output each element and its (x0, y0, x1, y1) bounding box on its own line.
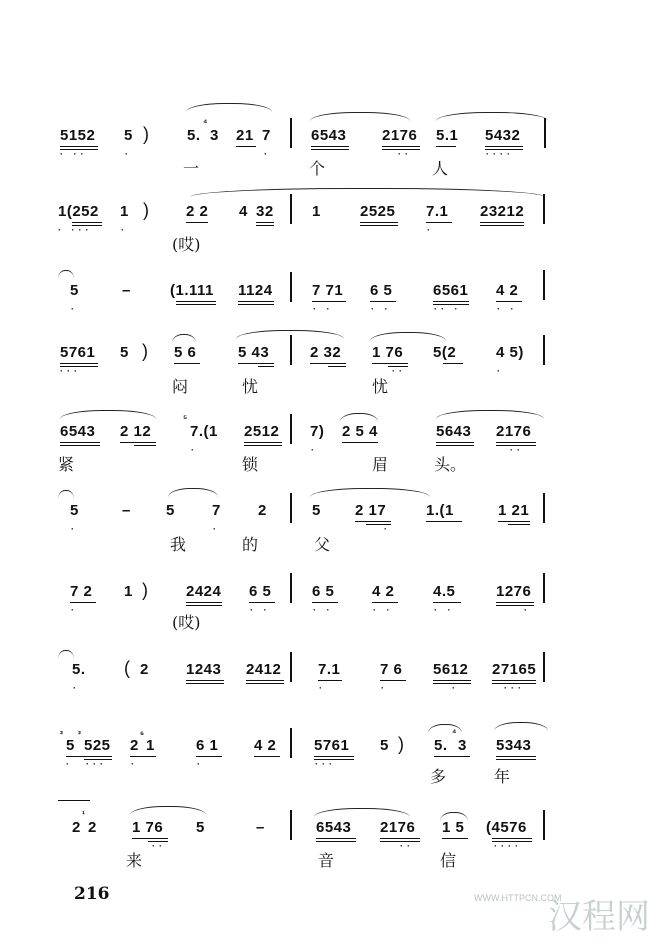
octave-dots: · (381, 683, 388, 693)
note: 1 76 (132, 819, 164, 836)
note: 5(2 (433, 344, 457, 361)
note: 3 (210, 127, 219, 144)
underline (426, 222, 452, 223)
lyric: 年 (494, 767, 511, 786)
note: 2424 (186, 583, 222, 600)
barline (543, 335, 545, 365)
underline (380, 680, 406, 681)
octave-dots: ·· (398, 149, 412, 159)
slur (340, 413, 378, 422)
octave-dots: · (497, 366, 504, 376)
note: 7.1 (318, 661, 341, 678)
slur (310, 488, 430, 497)
lyric: 音 (318, 851, 335, 870)
note: 1 (120, 203, 129, 220)
octave-dots: ··· (60, 366, 81, 376)
note: 5761 (314, 737, 350, 754)
note: 2 17 (355, 502, 387, 519)
barline (543, 573, 545, 603)
octave-dots: · (71, 524, 78, 534)
watermark-url: WWW.HTTPCN.COM (474, 893, 562, 903)
octave-dots: · (264, 149, 271, 159)
note: 1 (146, 737, 155, 754)
underline (311, 149, 349, 150)
slur (130, 806, 206, 815)
note: 4 2 (254, 737, 277, 754)
note: 7 (262, 127, 271, 144)
note: 23212 (480, 203, 525, 220)
note: 5 (124, 127, 133, 144)
note: 2412 (246, 661, 282, 678)
underline (496, 602, 534, 603)
underline (443, 363, 463, 364)
barline (290, 728, 292, 758)
underline (382, 146, 420, 147)
tie (58, 800, 90, 801)
note: 1 76 (372, 344, 404, 361)
octave-dots: · (191, 445, 198, 455)
underline (256, 222, 274, 223)
note: 2 2 (186, 203, 209, 220)
octave-dots: · (125, 149, 132, 159)
note: 2176 (380, 819, 416, 836)
note: ) (143, 124, 150, 144)
octave-dots: ···· (486, 149, 514, 159)
note: 5 (70, 502, 79, 519)
slur (314, 808, 410, 817)
underline (66, 756, 112, 757)
note: 1.(1 (426, 502, 454, 519)
octave-dots: · (384, 524, 391, 534)
lyric: 个 (309, 159, 326, 178)
underline (60, 146, 98, 147)
note: 5 (120, 344, 129, 361)
note: 1(252 (58, 203, 99, 220)
octave-dots: · (524, 605, 531, 615)
note: ² (78, 729, 82, 739)
lyric: 忧 (372, 377, 389, 396)
octave-dots: ·· (400, 841, 414, 851)
octave-dots: · (452, 683, 459, 693)
lyric: 来 (126, 851, 143, 870)
slur (190, 188, 545, 197)
note: 5 (66, 737, 75, 754)
underline (236, 146, 256, 147)
lyric: 人 (432, 159, 449, 178)
underline (433, 301, 469, 302)
note: (4576 (486, 819, 527, 836)
underline (254, 756, 280, 757)
note: 525 (84, 737, 111, 754)
note: 2 (130, 737, 139, 754)
underline (120, 442, 156, 443)
note: 5343 (496, 737, 532, 754)
slur (168, 488, 218, 497)
slur (172, 334, 196, 343)
note: ⁴ (203, 117, 208, 127)
underline (360, 225, 398, 226)
underline (312, 301, 346, 302)
note: 5.1 (436, 127, 459, 144)
note: 5 (312, 502, 321, 519)
underline (238, 301, 274, 302)
octave-dots: · ··· (66, 759, 107, 769)
note: 2 32 (310, 344, 342, 361)
octave-dots: ·· (152, 841, 166, 851)
underline (238, 363, 274, 364)
note: 4 (239, 203, 248, 220)
octave-dots: · · (313, 304, 334, 314)
slur (60, 410, 156, 419)
underline (316, 841, 356, 842)
note: 7.1 (426, 203, 449, 220)
octave-dots: · · (250, 605, 271, 615)
note: 7.(1 (190, 423, 218, 440)
barline (290, 118, 292, 148)
note: 7 2 (70, 583, 93, 600)
lyric: 多 (430, 767, 447, 786)
underline (492, 680, 536, 681)
slur (494, 722, 548, 731)
octave-dots: ·· · (434, 304, 462, 314)
note: ⁶ (140, 729, 145, 739)
octave-dots: · · (497, 304, 518, 314)
note: 5 (70, 282, 79, 299)
note: 2512 (244, 423, 280, 440)
underline (496, 759, 536, 760)
slur (186, 103, 272, 112)
lyric: 锁 (242, 455, 259, 474)
note: 6543 (316, 819, 352, 836)
note: 5432 (485, 127, 521, 144)
note: 2525 (360, 203, 396, 220)
underline (246, 680, 284, 681)
underline (498, 521, 530, 522)
note: 1 (124, 583, 133, 600)
octave-dots: · · (434, 605, 455, 615)
underline (360, 222, 398, 223)
underline (249, 602, 275, 603)
lyric: 信 (440, 851, 457, 870)
note: ) (143, 200, 150, 220)
note: 4 2 (372, 583, 395, 600)
underline (238, 304, 274, 305)
underline (312, 602, 338, 603)
octave-dots: · (131, 759, 138, 769)
octave-dots: ··· (315, 759, 336, 769)
slur (58, 650, 74, 659)
note: 1 5 (442, 819, 465, 836)
underline (433, 602, 461, 603)
note: 5 (166, 502, 175, 519)
page-number: 216 (74, 884, 110, 904)
underline (355, 521, 391, 522)
underline (310, 363, 346, 364)
lyric: (哎) (172, 235, 201, 254)
octave-dots: ···· (494, 841, 522, 851)
note: 5761 (60, 344, 96, 361)
note: 5612 (433, 661, 469, 678)
underline (492, 838, 532, 839)
note: 1124 (238, 282, 273, 299)
underline (256, 225, 274, 226)
note: 4 5) (496, 344, 524, 361)
octave-dots: · ··· (58, 225, 93, 235)
underline (60, 445, 100, 446)
note: 1276 (496, 583, 532, 600)
note: 27165 (492, 661, 537, 678)
barline (543, 493, 545, 523)
underline (130, 756, 156, 757)
underline (372, 363, 408, 364)
underline (311, 146, 349, 147)
underline (328, 366, 346, 367)
underline (258, 366, 274, 367)
underline (196, 756, 222, 757)
underline (244, 442, 282, 443)
note: 6 5 (370, 282, 393, 299)
octave-dots: · (319, 683, 326, 693)
octave-dots: · (197, 759, 204, 769)
underline (186, 602, 222, 603)
note: 5 (380, 737, 389, 754)
underline (186, 680, 224, 681)
note: ) (142, 580, 149, 600)
octave-dots: · (213, 524, 220, 534)
note: 1 (312, 203, 321, 220)
slur (58, 490, 74, 499)
note: 5 6 (174, 344, 197, 361)
barline (290, 272, 292, 302)
lyric: 我 (170, 535, 187, 554)
underline (436, 442, 474, 443)
note: ⁴ (452, 727, 457, 737)
lyric: 头。 (434, 455, 467, 474)
note: 7 (212, 502, 221, 519)
note: 2 (258, 502, 267, 519)
underline (176, 301, 216, 302)
note: 5152 (60, 127, 96, 144)
underline (442, 838, 468, 839)
note: 1 21 (498, 502, 530, 519)
lyric: 闷 (172, 377, 189, 396)
underline (176, 304, 216, 305)
watermark-logo: 汉程网 (548, 897, 650, 937)
note: 6543 (311, 127, 347, 144)
underline (480, 222, 524, 223)
slur (310, 112, 410, 121)
underline (246, 683, 284, 684)
octave-dots: · · (313, 605, 334, 615)
note: – (256, 819, 265, 836)
barline (543, 652, 545, 682)
underline (370, 301, 396, 302)
underline (72, 222, 102, 223)
note: 5. (72, 661, 86, 678)
note: 3 (458, 737, 467, 754)
slur (370, 332, 446, 341)
octave-dots: · (427, 225, 434, 235)
note: 5. (187, 127, 201, 144)
octave-dots: · (311, 445, 318, 455)
underline (372, 602, 398, 603)
octave-dots: ··· (504, 683, 525, 693)
underline (496, 756, 536, 757)
note: 5643 (436, 423, 472, 440)
underline (380, 838, 420, 839)
note: 6561 (433, 282, 469, 299)
underline (433, 680, 471, 681)
barline (290, 493, 292, 523)
note: 2 (72, 819, 81, 836)
note: ² (60, 729, 64, 739)
note: 2176 (382, 127, 418, 144)
slur (58, 270, 74, 279)
note: 5 (196, 819, 205, 836)
underline (244, 445, 282, 446)
lyric: 一 (183, 159, 200, 178)
underline (436, 146, 456, 147)
barline (290, 810, 292, 840)
note: 5 43 (238, 344, 270, 361)
barline (290, 335, 292, 365)
underline (132, 838, 168, 839)
lyric: (哎) (172, 613, 201, 632)
underline (496, 442, 536, 443)
underline (314, 756, 354, 757)
octave-dots: · · (373, 605, 394, 615)
barline (290, 414, 292, 444)
note: ¹ (82, 809, 86, 819)
underline (485, 146, 523, 147)
note: 6543 (60, 423, 96, 440)
octave-dots: · · (371, 304, 392, 314)
lyric: 紧 (58, 455, 75, 474)
note: 1243 (186, 661, 222, 678)
barline (290, 194, 292, 224)
underline (70, 602, 96, 603)
underline (342, 442, 378, 443)
note: ( (124, 658, 131, 678)
underline (508, 524, 530, 525)
note: – (122, 282, 131, 299)
underline (316, 838, 356, 839)
octave-dots: · ·· (60, 149, 88, 159)
octave-dots: · (71, 605, 78, 615)
octave-dots: · (73, 683, 80, 693)
underline (318, 680, 342, 681)
underline (174, 363, 200, 364)
octave-dots: ·· (510, 445, 524, 455)
note: ) (398, 734, 405, 754)
note: ⁵ (183, 413, 188, 423)
underline (426, 521, 462, 522)
barline (544, 118, 546, 148)
note: 6 1 (196, 737, 219, 754)
barline (290, 573, 292, 603)
lyric: 的 (242, 535, 259, 554)
note: 4 2 (496, 282, 519, 299)
lyric: 眉 (372, 455, 389, 474)
barline (290, 652, 292, 682)
underline (496, 301, 522, 302)
underline (186, 683, 224, 684)
slur (436, 410, 544, 419)
underline (60, 442, 100, 443)
note: 5. (434, 737, 448, 754)
note: 4.5 (433, 583, 456, 600)
underline (434, 756, 470, 757)
barline (543, 194, 545, 224)
lyric: 忧 (242, 377, 259, 396)
lyric: 父 (314, 535, 331, 554)
note: (1.111 (170, 282, 214, 299)
underline (134, 445, 156, 446)
octave-dots: ·· (392, 366, 406, 376)
note: 32 (256, 203, 274, 220)
note: 2 (88, 819, 97, 836)
underline (480, 225, 524, 226)
note: 2 5 4 (342, 423, 378, 440)
note: 21 (236, 127, 254, 144)
barline (543, 810, 545, 840)
octave-dots: · (71, 304, 78, 314)
note: ) (142, 341, 149, 361)
underline (60, 363, 98, 364)
note: 2 12 (120, 423, 152, 440)
note: 7) (310, 423, 325, 440)
note: 2 (140, 661, 149, 678)
note: 6 5 (312, 583, 335, 600)
underline (186, 222, 208, 223)
note: 2176 (496, 423, 532, 440)
note: – (122, 502, 131, 519)
underline (436, 445, 474, 446)
note: 7 71 (312, 282, 344, 299)
slur (436, 112, 548, 121)
underline (186, 605, 222, 606)
barline (543, 270, 545, 300)
note: 7 6 (380, 661, 403, 678)
note: 6 5 (249, 583, 272, 600)
octave-dots: · (121, 225, 128, 235)
